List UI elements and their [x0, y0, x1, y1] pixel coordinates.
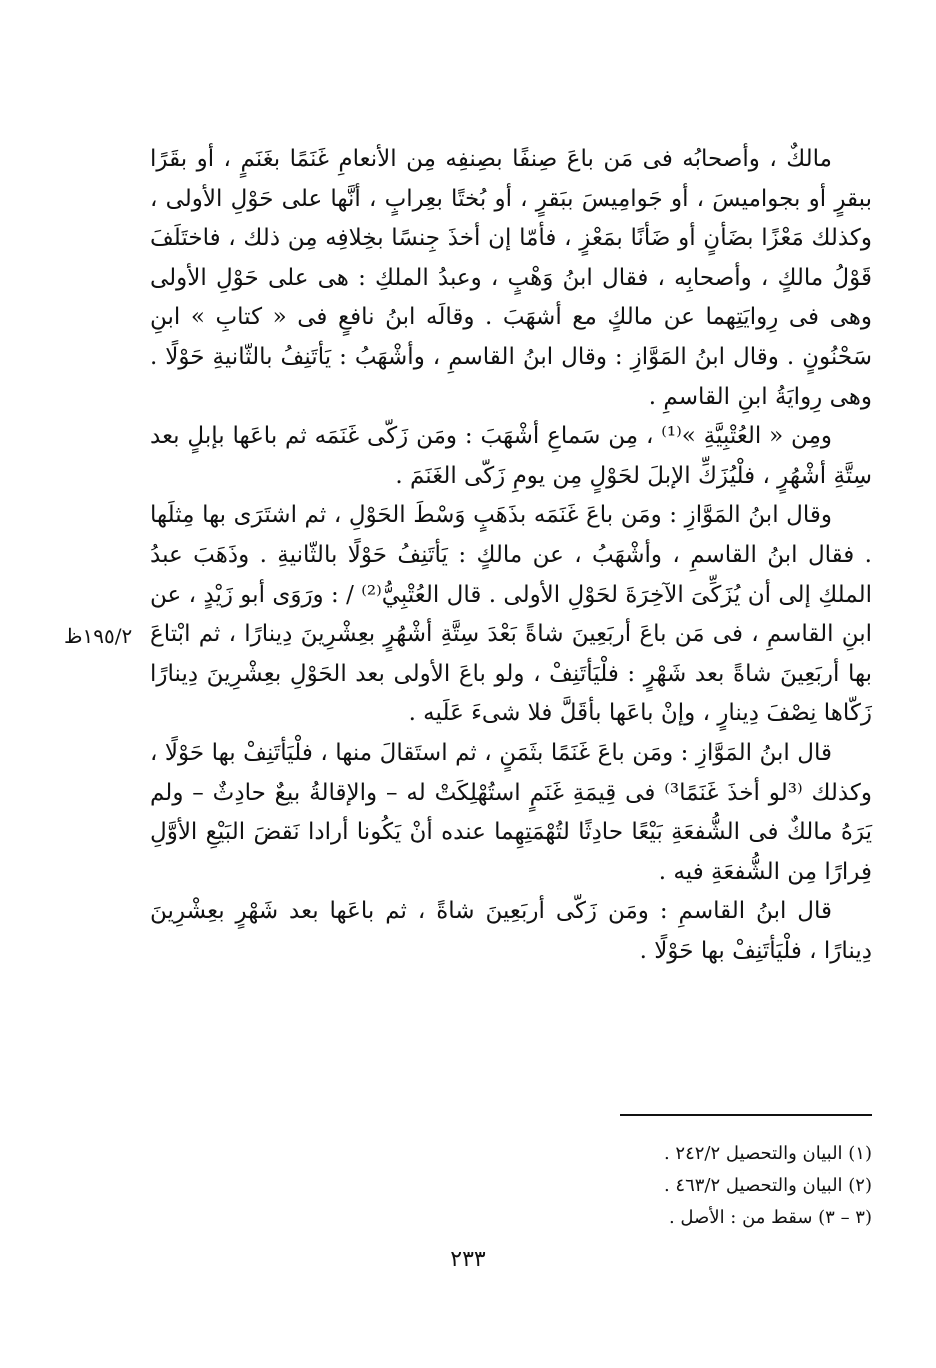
- page-number: ٢٣٣: [450, 1247, 486, 1272]
- paragraph-5: قال ابنُ القاسمِ : ومَن زَكّى أربَعِينَ شاةً ، ثم باعَها بعد شَهْرٍ بعِشْرِينَ دِينارًا ، فلْيَأتَنِفْ بها حَوْلًا .: [150, 898, 872, 964]
- footnote-3: (٣ – ٣) سقط من : الأصل .: [668, 1207, 872, 1228]
- paragraph-2: ومِن « العُتْبِيَّةِ »⁽¹⁾ ، مِن سَماعِ أشْهَبَ : ومَن زَكّى غَنَمَه ثم باعَها بإبلٍ بعد سِتَّةِ أشْهُرٍ ، فلْيُزَكِّ الإبلَ لحَوْلٍ مِن يومِ زَكّى الغَنَمَ .: [150, 423, 872, 489]
- footnotes: [560, 1138, 872, 1234]
- paragraph-4: قال ابنُ المَوَّازِ : ومَن باعَ غَنَمًا بثَمَنٍ ، ثم استَقالَ منها ، فلْيَأتَنِفْ بها حَوْلًا ، وكذلك ⁽³لو أخذَ غَنَمًا³⁾ فى قِيمَةِ غَنَمٍ استُهْلِكَتْ له – والإقالةُ بيعٌ حادِثٌ – ولم يَرَهُ مالكٌ فى الشُّفعَةِ بَيْعًا حادِثًا لتُهْمَتِهِما عنده أنْ يَكُونا أرادا نَقضَ البَيْعِ الأوَّلِ فِرارًا مِن الشُّفعَةِ فيه .: [150, 739, 872, 885]
- paragraph-3: وقال ابنُ المَوَّازِ : ومَن باعَ غَنَمَه بذَهَبٍ وَسْطَ الحَوْلِ ، ثم اشتَرَى بها مِثلَها . فقال ابنُ القاسمِ ، وأشْهَبُ ، عن مالكٍ : يَأتَنِفُ حَوْلًا بالثّانيةِ . وذَهَبَ عبدُ الملكِ إلى أن يُزَكِّىَ الآخِرَةَ لحَوْلِ الأولى . قال العُتْبِيُّ⁽²⁾ / : ورَوَى أبو زَيْدٍ ، عن ابنِ القاسمِ ، فى مَن باعَ أربَعِينَ شاةً بَعْدَ سِتَّةِ أشْهُرٍ بعِشْرِينَ دِينارًا ، ثم ابْتاعَ بها أربَعِينَ شاةً بعد شَهْرٍ : فلْيَأتَنِفْ ، ولو باعَ الأولى بعد الحَوْلِ بعِشْرِينَ دِينارًا زَكّاها نِصْفَ دِينارٍ ، وإنْ باعَها بأقَلَّ فلا شىءَ عَلَيه .: [150, 502, 872, 727]
- footnote-divider: [620, 1114, 872, 1116]
- paragraph-1: مالكٌ ، وأصحابُه فى مَن باعَ صِنفًا بصِنفِه مِن الأنعامِ غَنَمًا بغَنَمٍ ، أو بقَرًا ببقرٍ أو بجواميسَ ، أو جَوامِيسَ ببَقرٍ ، أو بُختًا بعِرابٍ ، أنَّها على حَوْلِ الأولى ، وكذلك مَعْزًا بضَأنٍ أو ضَأنًا بمَعْزٍ ، فأمّا إن أخذَ جِنسًا بخِلافِه مِن ذلك ، فاختَلَفَ قَوْلُ مالكٍ ، وأصحابِه ، فقال ابنُ وَهْبٍ ، وعبدُ الملكِ : هى على حَوْلِ الأولى وهى فى رِوايَتِهما عن مالكٍ مع أشهَبَ . وقالَه ابنُ نافعٍ فى « كتابِ » ابنِ سَحْنُونٍ . وقال ابنُ المَوَّازِ : وقال ابنُ القاسمِ ، وأشْهَبُ : يَأتَنِفُ بالثّانيةِ حَوْلًا . وهى رِوايَةُ ابنِ القاسمِ .: [150, 146, 872, 410]
- footnote-2: (٢) البيان والتحصيل ٤٦٣/٢ .: [663, 1175, 872, 1196]
- main-text: [150, 140, 872, 971]
- manuscript-folio-marker: ١٩٥/٢ظ: [64, 624, 133, 648]
- footnote-1: (١) البيان والتحصيل ٢٤٢/٢ .: [663, 1143, 872, 1164]
